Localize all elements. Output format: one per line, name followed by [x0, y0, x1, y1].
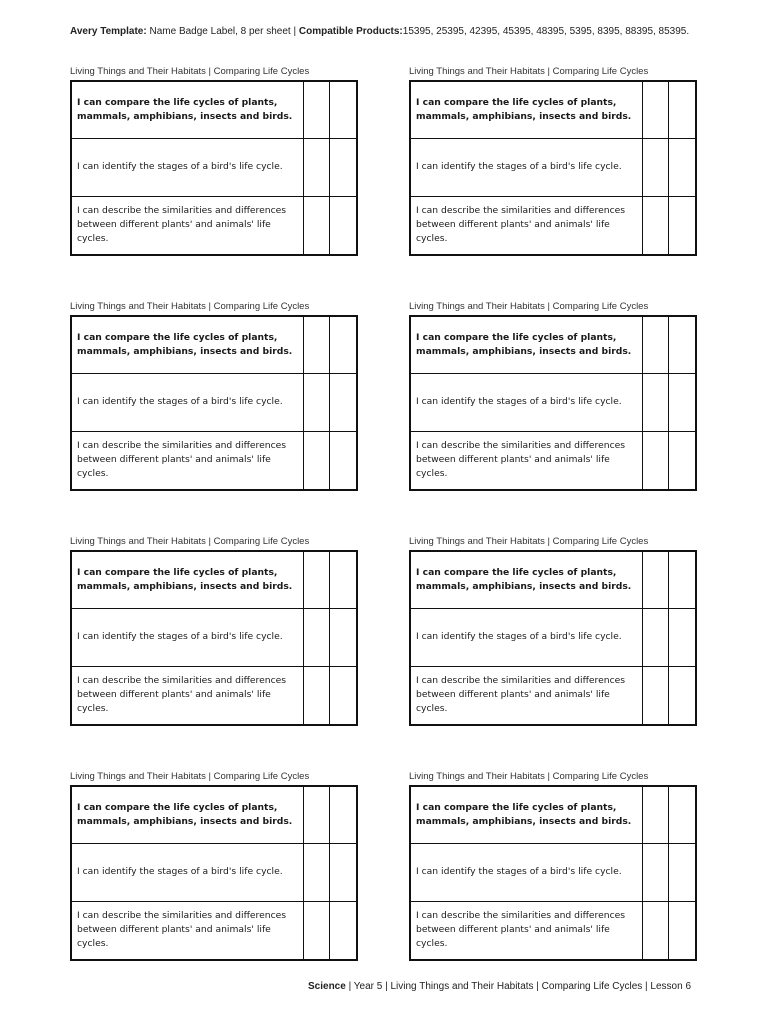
check-box-cell — [643, 844, 669, 901]
badge-label — [70, 66, 358, 286]
statement-cell: I can describe the similarities and differences between different plants' and animals' life cycles. — [72, 197, 304, 254]
template-label: Avery Template: — [70, 26, 147, 37]
check-box-cell — [669, 139, 695, 196]
check-box-cell — [330, 552, 356, 609]
check-box-cell — [330, 609, 356, 666]
check-box-cell — [643, 139, 669, 196]
statement-cell: I can compare the life cycles of plants, mammals, amphibians, insects and birds. — [411, 317, 643, 374]
badge-label — [409, 66, 697, 286]
statement-cell: I can describe the similarities and differences between different plants' and animals' life cycles. — [411, 902, 643, 959]
check-box-cell — [330, 787, 356, 844]
checklist-table — [70, 80, 358, 256]
check-box-cell — [304, 82, 330, 139]
statement-cell: I can identify the stages of a bird's life cycle. — [411, 609, 643, 666]
check-box-cell — [330, 432, 356, 489]
compatible-products-value: 15395, 25395, 42395, 45395, 48395, 5395, 8395, 88395, 85395. — [402, 26, 690, 37]
badge-label — [70, 536, 358, 756]
footer-subject: Science — [308, 981, 346, 992]
footer — [308, 981, 708, 992]
check-box-cell — [330, 139, 356, 196]
badge-label — [409, 301, 697, 521]
check-box-cell — [669, 609, 695, 666]
checklist-table — [409, 315, 697, 491]
statement-cell: I can describe the similarities and differences between different plants' and animals' life cycles. — [411, 432, 643, 489]
label-title: Living Things and Their Habitats | Comparing Life Cycles — [409, 301, 649, 312]
check-box-cell — [304, 552, 330, 609]
check-box-cell — [304, 374, 330, 431]
check-box-cell — [669, 844, 695, 901]
check-box-cell — [643, 317, 669, 374]
badge-label — [70, 771, 358, 991]
label-title: Living Things and Their Habitats | Comparing Life Cycles — [70, 536, 310, 547]
label-title: Living Things and Their Habitats | Comparing Life Cycles — [70, 66, 310, 77]
statement-cell: I can describe the similarities and differences between different plants' and animals' life cycles. — [72, 667, 304, 724]
check-box-cell — [304, 317, 330, 374]
statement-cell: I can identify the stages of a bird's life cycle. — [72, 844, 304, 901]
checklist-table — [70, 785, 358, 961]
check-box-cell — [304, 139, 330, 196]
check-box-cell — [643, 82, 669, 139]
compatible-products-label: Compatible Products: — [298, 26, 403, 37]
check-box-cell — [304, 787, 330, 844]
check-box-cell — [669, 432, 695, 489]
check-box-cell — [669, 552, 695, 609]
statement-cell: I can compare the life cycles of plants, mammals, amphibians, insects and birds. — [411, 552, 643, 609]
checklist-table — [409, 80, 697, 256]
check-box-cell — [330, 82, 356, 139]
check-box-cell — [330, 197, 356, 254]
check-box-cell — [330, 902, 356, 959]
check-box-cell — [643, 787, 669, 844]
check-box-cell — [669, 787, 695, 844]
check-box-cell — [669, 374, 695, 431]
check-box-cell — [304, 609, 330, 666]
statement-cell: I can identify the stages of a bird's life cycle. — [411, 374, 643, 431]
statement-cell: I can compare the life cycles of plants, mammals, amphibians, insects and birds. — [72, 82, 304, 139]
statement-cell: I can identify the stages of a bird's life cycle. — [411, 844, 643, 901]
template-value: Name Badge Label, 8 per sheet | — [149, 26, 297, 37]
check-box-cell — [669, 82, 695, 139]
statement-cell: I can describe the similarities and differences between different plants' and animals' life cycles. — [411, 197, 643, 254]
check-box-cell — [330, 844, 356, 901]
check-box-cell — [643, 667, 669, 724]
check-box-cell — [669, 317, 695, 374]
check-box-cell — [643, 609, 669, 666]
check-box-cell — [669, 197, 695, 254]
check-box-cell — [669, 902, 695, 959]
statement-cell: I can identify the stages of a bird's life cycle. — [72, 139, 304, 196]
check-box-cell — [304, 432, 330, 489]
badge-label — [409, 536, 697, 756]
statement-cell: I can compare the life cycles of plants, mammals, amphibians, insects and birds. — [72, 787, 304, 844]
check-box-cell — [643, 432, 669, 489]
check-box-cell — [304, 197, 330, 254]
badge-label — [70, 301, 358, 521]
statement-cell: I can compare the life cycles of plants, mammals, amphibians, insects and birds. — [72, 317, 304, 374]
label-title: Living Things and Their Habitats | Comparing Life Cycles — [70, 301, 310, 312]
check-box-cell — [330, 667, 356, 724]
check-box-cell — [669, 667, 695, 724]
statement-cell: I can compare the life cycles of plants, mammals, amphibians, insects and birds. — [72, 552, 304, 609]
badge-label — [409, 771, 697, 991]
checklist-table — [409, 550, 697, 726]
label-title: Living Things and Their Habitats | Comparing Life Cycles — [409, 536, 649, 547]
footer-details: | Year 5 | Living Things and Their Habitats | Comparing Life Cycles | Lesson 6 — [345, 981, 692, 992]
avery-template-header — [70, 26, 760, 37]
check-box-cell — [643, 552, 669, 609]
statement-cell: I can identify the stages of a bird's life cycle. — [72, 374, 304, 431]
statement-cell: I can compare the life cycles of plants, mammals, amphibians, insects and birds. — [411, 787, 643, 844]
statement-cell: I can describe the similarities and differences between different plants' and animals' life cycles. — [411, 667, 643, 724]
check-box-cell — [304, 844, 330, 901]
statement-cell: I can describe the similarities and differences between different plants' and animals' life cycles. — [72, 432, 304, 489]
label-title: Living Things and Their Habitats | Comparing Life Cycles — [409, 771, 649, 782]
check-box-cell — [643, 374, 669, 431]
check-box-cell — [330, 317, 356, 374]
checklist-table — [409, 785, 697, 961]
label-title: Living Things and Their Habitats | Comparing Life Cycles — [70, 771, 310, 782]
statement-cell: I can identify the stages of a bird's life cycle. — [72, 609, 304, 666]
check-box-cell — [643, 197, 669, 254]
checklist-table — [70, 550, 358, 726]
checklist-table — [70, 315, 358, 491]
check-box-cell — [330, 374, 356, 431]
statement-cell: I can identify the stages of a bird's life cycle. — [411, 139, 643, 196]
check-box-cell — [304, 667, 330, 724]
check-box-cell — [643, 902, 669, 959]
statement-cell: I can describe the similarities and differences between different plants' and animals' life cycles. — [72, 902, 304, 959]
statement-cell: I can compare the life cycles of plants, mammals, amphibians, insects and birds. — [411, 82, 643, 139]
label-title: Living Things and Their Habitats | Comparing Life Cycles — [409, 66, 649, 77]
check-box-cell — [304, 902, 330, 959]
